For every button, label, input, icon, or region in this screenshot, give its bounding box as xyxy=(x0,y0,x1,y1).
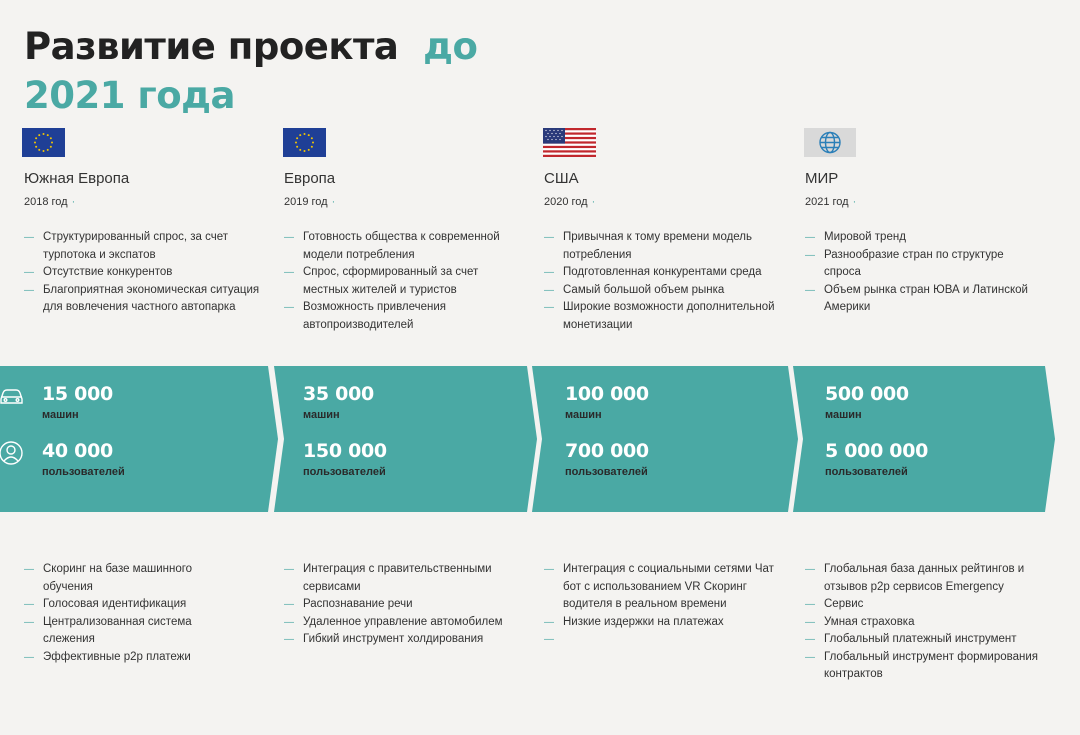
cars-value: 100 000 xyxy=(565,383,649,405)
users-value: 700 000 xyxy=(565,440,649,462)
list-item: — Самый большой объем рынка xyxy=(544,282,779,300)
year-label: 2018 год · xyxy=(24,196,76,208)
cars-label: машин xyxy=(565,409,602,421)
globe-icon xyxy=(804,128,856,157)
region-name: Южная Европа xyxy=(24,170,130,187)
eu-flag-icon xyxy=(283,128,326,157)
users-label: пользователей xyxy=(303,466,386,478)
users-value: 150 000 xyxy=(303,440,387,462)
list-item xyxy=(544,631,789,649)
list-item: — Глобальная база данных рейтингов и отзывов p2p сервисов Emergency xyxy=(805,561,1055,596)
list-item: — Широкие возможности дополнительной монетизации xyxy=(544,299,779,334)
cars-label: машин xyxy=(825,409,862,421)
list-item: — Глобальный инструмент формирования контрактов xyxy=(805,649,1055,684)
title-main: Развитие проекта xyxy=(24,25,399,68)
users-value: 40 000 xyxy=(42,440,113,462)
list-item: — Объем рынка стран ЮВА и Латинской Америки xyxy=(805,282,1030,317)
car-icon xyxy=(0,385,24,412)
list-item: — Благоприятная экономическая ситуация для вовлечения частного автопарка xyxy=(24,282,264,317)
cars-value: 15 000 xyxy=(42,383,113,405)
year-label: 2021 год · xyxy=(805,196,857,208)
bottom-bullet-list xyxy=(805,561,1055,684)
list-item: — Гибкий инструмент холдирования xyxy=(284,631,519,649)
list-item: — Привычная к тому времени модель потребления xyxy=(544,229,779,264)
title-accent-2: 2021 года xyxy=(24,74,235,117)
users-label: пользователей xyxy=(825,466,908,478)
bottom-bullet-list xyxy=(544,561,789,649)
region-name: МИР xyxy=(805,170,839,187)
users-value: 5 000 000 xyxy=(825,440,929,462)
list-item: — Мировой тренд xyxy=(805,229,1030,247)
bottom-bullet-list xyxy=(284,561,519,649)
list-item: — Распознавание речи xyxy=(284,596,519,614)
list-item: — Голосовая идентификация xyxy=(24,596,244,614)
cars-label: машин xyxy=(303,409,340,421)
top-bullet-list xyxy=(805,229,1030,317)
user-icon xyxy=(0,440,24,471)
list-item: — Готовность общества к современной модели потребления xyxy=(284,229,509,264)
list-item: — Низкие издержки на платежах xyxy=(544,614,789,632)
list-item: — Умная страховка xyxy=(805,614,1055,632)
year-label: 2020 год · xyxy=(544,196,596,208)
list-item: — Глобальный платежный инструмент xyxy=(805,631,1055,649)
list-item: — Подготовленная конкурентами среда xyxy=(544,264,779,282)
users-label: пользователей xyxy=(42,466,125,478)
list-item: — Централизованная система слежения xyxy=(24,614,244,649)
top-bullet-list xyxy=(544,229,779,334)
usa-flag-icon xyxy=(543,128,596,157)
title-accent-1: до xyxy=(423,25,478,68)
list-item: — Сервис xyxy=(805,596,1055,614)
page-title xyxy=(24,22,477,120)
list-item: — Разнообразие стран по структуре спроса xyxy=(805,247,1030,282)
bottom-bullet-list xyxy=(24,561,244,666)
year-label: 2019 год · xyxy=(284,196,336,208)
cars-value: 500 000 xyxy=(825,383,909,405)
region-name: США xyxy=(544,170,579,187)
users-label: пользователей xyxy=(565,466,648,478)
list-item: — Интеграция с правительственными сервисами xyxy=(284,561,519,596)
cars-label: машин xyxy=(42,409,79,421)
top-bullet-list xyxy=(24,229,264,317)
cars-value: 35 000 xyxy=(303,383,374,405)
list-item: — Спрос, сформированный за счет местных жителей и туристов xyxy=(284,264,509,299)
list-item: — Удаленное управление автомобилем xyxy=(284,614,519,632)
eu-flag-icon xyxy=(22,128,65,157)
top-bullet-list xyxy=(284,229,509,334)
list-item: — Возможность привлечения автопроизводителей xyxy=(284,299,509,334)
list-item: — Эффективные p2p платежи xyxy=(24,649,244,667)
list-item: — Структурированный спрос, за счет турпотока и экспатов xyxy=(24,229,264,264)
list-item: — Скоринг на базе машинного обучения xyxy=(24,561,244,596)
region-name: Европа xyxy=(284,170,336,187)
list-item: — Интеграция с социальными сетями Чат бот с использованием VR Скоринг водителя в реальном времени xyxy=(544,561,789,614)
list-item: — Отсутствие конкурентов xyxy=(24,264,264,282)
